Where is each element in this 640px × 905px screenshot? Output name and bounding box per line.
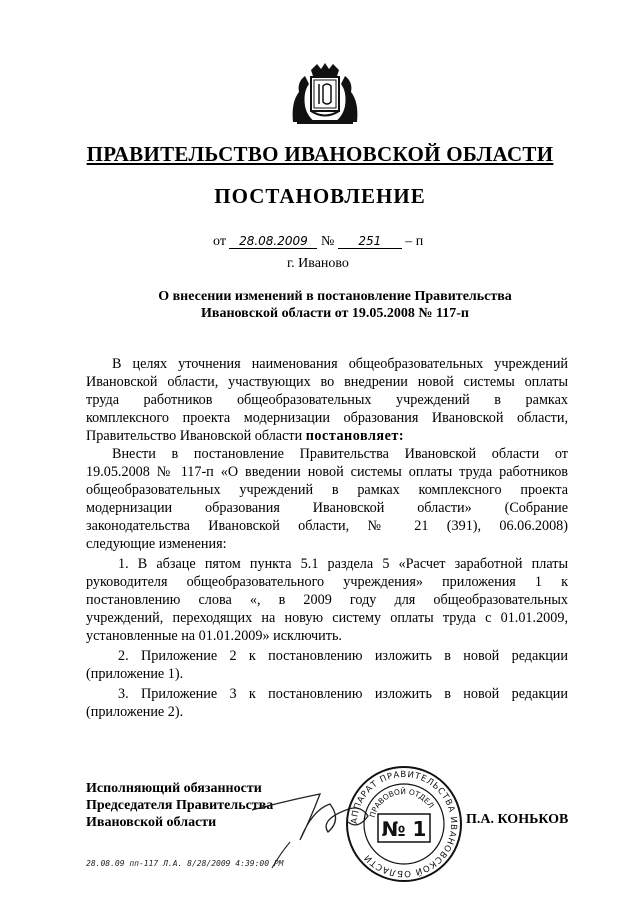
body-line: установленные на 01.01.2009» исключить. (86, 628, 342, 644)
seal-inner-text: ПРАВОВОЙ ОТДЕЛ (367, 786, 436, 819)
body-line: комплексного проекта модернизации образования Ивановской области, (86, 410, 568, 426)
body-line: общеобразовательных учреждений в рамках комплексного проекта (86, 482, 568, 498)
body-line: Ивановской области, участвующих во внедрении новой системы оплаты (86, 374, 568, 390)
footer-stamp: 28.08.09 пп-117 Л.А. 8/28/2009 4:39:00 PM (86, 859, 284, 868)
date-prefix: от (213, 234, 226, 249)
number-sign: № (320, 234, 335, 249)
number-suffix: – п (405, 234, 424, 249)
body-line: труда работников общеобразовательных учреждений в рамках (86, 392, 568, 408)
body-line: Правительство Ивановской области постановляет: (86, 428, 405, 444)
signer-title-line: Председателя Правительства (86, 798, 274, 813)
body-line: руководителя общеобразовательного учреждения» приложения 1 к (86, 574, 568, 590)
body-line: Внести в постановление Правительства Ивановской области от (112, 446, 568, 462)
government-title: ПРАВИТЕЛЬСТВО ИВАНОВСКОЙ ОБЛАСТИ (86, 142, 554, 166)
body-line: В целях уточнения наименования общеобразовательных учреждений (112, 356, 568, 372)
body-line: следующие изменения: (86, 536, 227, 552)
signer-title-line: Ивановской области (86, 815, 217, 830)
signer-title-line: Исполняющий обязанности (86, 781, 262, 796)
document-subject (130, 288, 540, 322)
body-line: 1. В абзаце пятом пункта 5.1 раздела 5 «Расчет заработной платы (118, 556, 568, 572)
city: г. Иваново (287, 256, 349, 271)
body-line: постановлению слова «, в 2009 году для общеобразовательных (86, 592, 568, 608)
subject-line: О внесении изменений в постановление Правительства (158, 289, 512, 304)
handwritten-date: 28.08.2009 (229, 234, 317, 249)
official-seal (344, 764, 464, 884)
body-line: (приложение 2). (86, 704, 184, 720)
signature-block (86, 780, 273, 831)
coat-of-arms-emblem (287, 62, 363, 126)
date-number-line (213, 234, 423, 250)
body-line: 3. Приложение 3 к постановлению изложить в новой редакции (118, 686, 568, 702)
body-line: законодательства Ивановской области, № 21 (391), 06.06.2008) (86, 518, 568, 534)
subject-line: Ивановской области от 19.05.2008 № 117-п (201, 306, 469, 321)
decree-word: постановляет: (305, 428, 405, 444)
seal-ring-text: АППАРАТ ПРАВИТЕЛЬСТВА ИВАНОВСКОЙ ОБЛАСТИ (349, 769, 459, 879)
body-line: модернизации образования Ивановской области» (Собрание (86, 500, 568, 516)
handwritten-number: 251 (338, 234, 402, 249)
body-line: 2. Приложение 2 к постановлению изложить в новой редакции (118, 648, 568, 664)
body-line: учреждений, переходящих на новую систему оплаты труда с 01.01.2009, (86, 610, 568, 626)
seal-number: № 1 (381, 817, 427, 841)
signer-name: П.А. КОНЬКОВ (466, 812, 569, 827)
body-line: (приложение 1). (86, 666, 184, 682)
body-line: 19.05.2008 № 117-п «О введении новой системы оплаты труда работников (86, 464, 568, 480)
document-type: ПОСТАНОВЛЕНИЕ (214, 184, 426, 208)
